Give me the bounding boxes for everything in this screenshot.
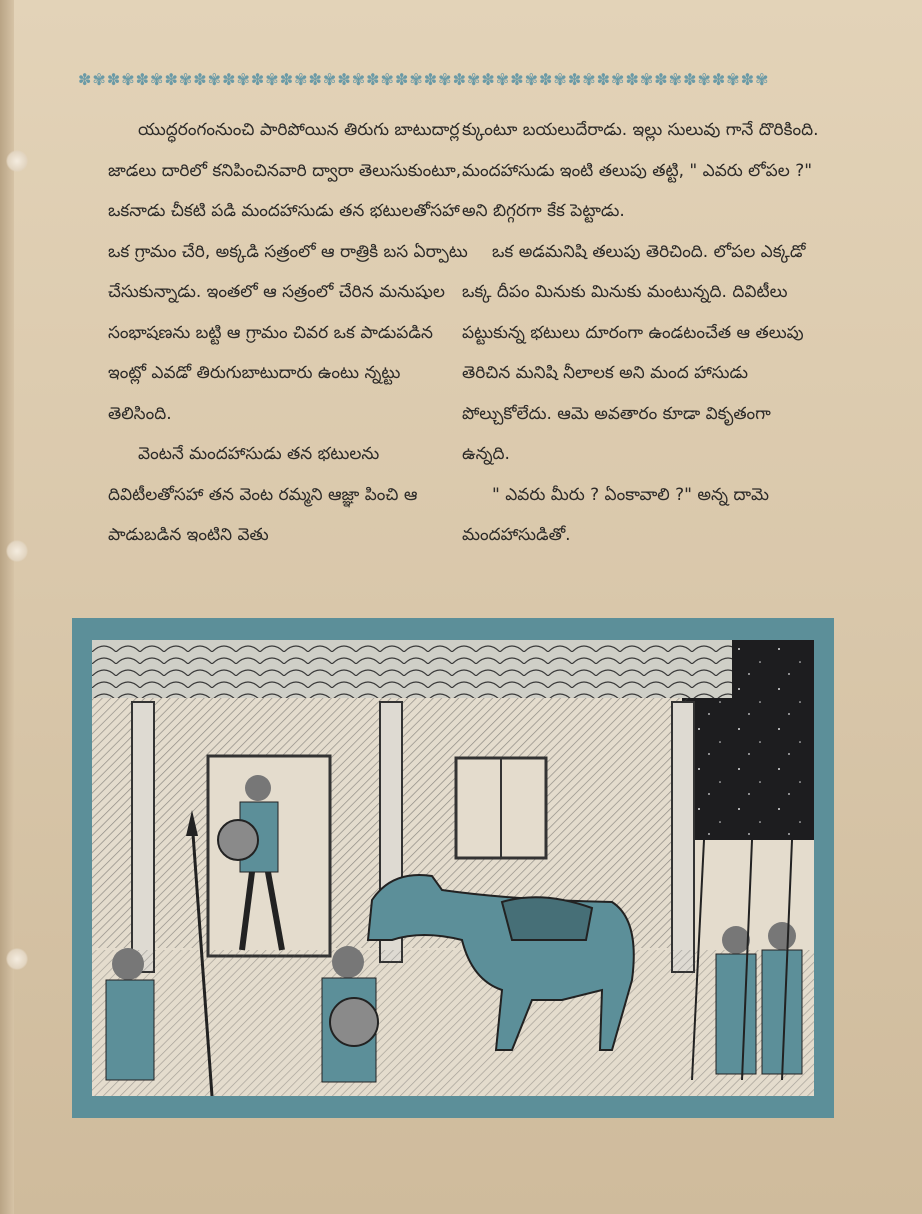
- paragraph: వెంటనే మందహాసుడు తన భటులను దివిటీలతోసహా తన వెంట రమ్మని ఆజ్ఞా పించి ఆ పాడుబడిన ఇంటిని వెతు: [108, 444, 418, 545]
- roof-tiles: [92, 640, 732, 698]
- punch-hole: [6, 948, 28, 970]
- text-column-left: [108, 110, 468, 556]
- pillar: [672, 702, 694, 972]
- text-column-right: [462, 110, 822, 556]
- page-binding-edge: [0, 0, 14, 1214]
- illustration-drawing: [92, 640, 814, 1096]
- paragraph: యుద్ధరంగంనుంచి పారిపోయిన తిరుగు బాటుదార్ల జాడలు దారిలో కనిపించినవారి ద్వారా తెలుసుకుంటూ, ఒకనాడు చీకటి పడి మందహాసుడు తన భటులతోసహా ఒక గ్రామం చేరి, అక్కడి సత్రంలో ఆ రాత్రికి బస ఏర్పాటు చేసుకున్నాడు. ఇంతలో ఆ సత్రంలో చేరిన మనుషుల సంభాషణను బట్టి ఆ గ్రామం చివర ఒక పాడుపడిన ఇంట్లో ఎవడో తిరుగుబాటుదారు ఉంటు న్నట్టు తెలిసింది.: [108, 120, 468, 424]
- ground: [92, 950, 814, 1096]
- paragraph: క్కుంటూ బయలుదేరాడు. ఇల్లు సులువు గానే దొరికింది. మందహాసుడు ఇంటి తలుపు తట్టి, " ఎవరు లోపల ?" అని బిగ్గరగా కేక పెట్టాడు.: [462, 120, 819, 221]
- paragraph: ఒక అడమనిషి తలుపు తెరిచింది. లోపల ఎక్కడో ఒక్క దీపం మినుకు మినుకు మంటున్నది. దివిటీలు పట్టుకున్న భటులు దూరంగా ఉండటంచేత ఆ తలుపు తెరిచిన మనిషి నీలాలక అని మంద హాసుడు పోల్చుకోలేదు. ఆమె అవతారం కూడా వికృతంగా ఉన్నది.: [462, 241, 806, 464]
- pillar: [132, 702, 154, 972]
- paragraph: " ఎవరు మీరు ? ఏంకావాలి ?" అన్న దామె మందహాసుడితో.: [462, 484, 770, 545]
- punch-hole: [6, 540, 28, 562]
- story-illustration: [72, 618, 834, 1118]
- decorative-border: ✽✾✽✾✽✾✽✾✽✾✽✾✽✾✽✾✽✾✽✾✽✾✽✾✽✾✽✾✽✾✽✾✽✾✽✾✽✾✽✾✽✾✽✾✽✾✽✾: [78, 70, 770, 89]
- punch-hole: [6, 150, 28, 172]
